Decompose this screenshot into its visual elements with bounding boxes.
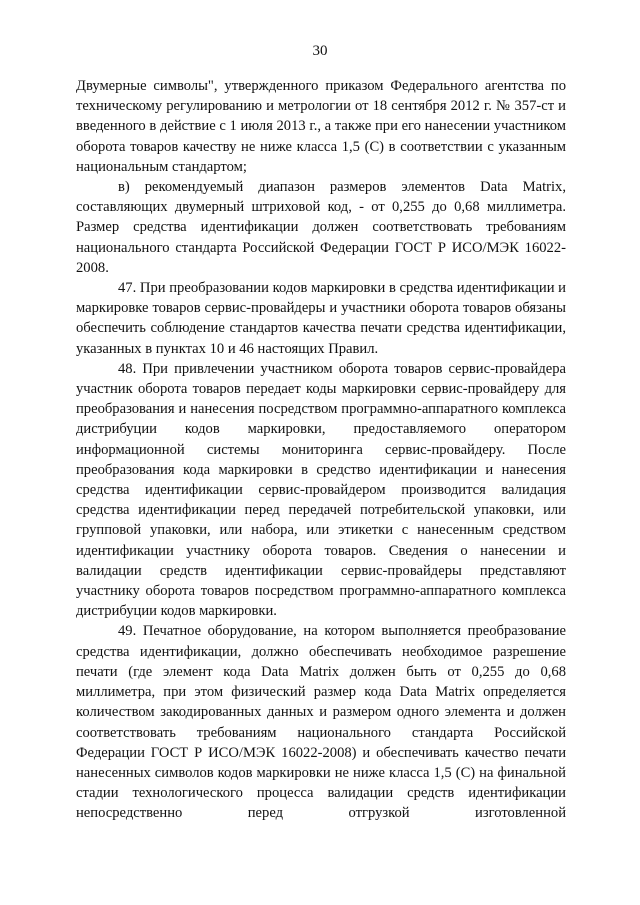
paragraph-continuation: Двумерные символы", утвержденного приказом Федерального агентства по техническому регулированию и метрологии от 18 сентября 2012 г. № 357-ст и введенного в действие с 1 июля 2013 г., а также при его нанесении участником оборота товаров качеству не ниже класса 1,5 (С) в соответствии с указанным национальным стандартом;	[76, 78, 566, 175]
paragraph-item-v: в) рекомендуемый диапазон размеров элементов Data Matrix, составляющих двумерный штриховой код, - от 0,255 до 0,68 миллиметра. Размер средства идентификации должен соответствовать требованиям национального стандарта Российской Федерации ГОСТ Р ИСО/МЭК 16022-2008.	[76, 179, 566, 276]
paragraph-48: 48. При привлечении участником оборота товаров сервис-провайдера участник оборота товаров передает коды маркировки сервис-провайдеру для преобразования и нанесения посредством программно-аппаратного комплекса дистрибуции кодов маркировки, предоставляемого оператором информационной системы мониторинга сервис-провайдеру. После преобразования кода маркировки в средство идентификации и нанесения средства идентификации сервис-провайдером производится валидация средства идентификации перед передачей потребительской упаковки, или групповой упаковки, или набора, или этикетки с нанесенным средством идентификации участнику оборота товаров. Сведения о нанесении и валидации средств идентификации сервис-провайдеры представляют участнику оборота товаров посредством программно-аппаратного комплекса дистрибуции кодов маркировки.	[76, 360, 566, 620]
paragraph-49: 49. Печатное оборудование, на котором выполняется преобразование средства идентификации, должно обеспечивать необходимое разрешение печати (где элемент кода Data Matrix должен быть от 0,255 до 0,68 миллиметра, при этом физический размер кода Data Matrix определяется количеством закодированных данных и размером одного элемента и должен соответствовать требованиям национального стандарта Российской Федерации ГОСТ Р ИСО/МЭК 16022-2008) и обеспечивать качество печати нанесенных символов кодов маркировки не ниже класса 1,5 (С) на финальной стадии технологического процесса валидации средств идентификации непосредственно перед отгрузкой изготовленной	[76, 623, 566, 822]
paragraph-47: 47. При преобразовании кодов маркировки в средства идентификации и маркировке товаров сервис-провайдеры и участники оборота товаров обязаны обеспечить соблюдение стандартов качества печати средства идентификации, указанных в пунктах 10 и 46 настоящих Правил.	[76, 280, 566, 357]
page-number: 30	[312, 43, 328, 59]
document-body	[76, 76, 566, 824]
